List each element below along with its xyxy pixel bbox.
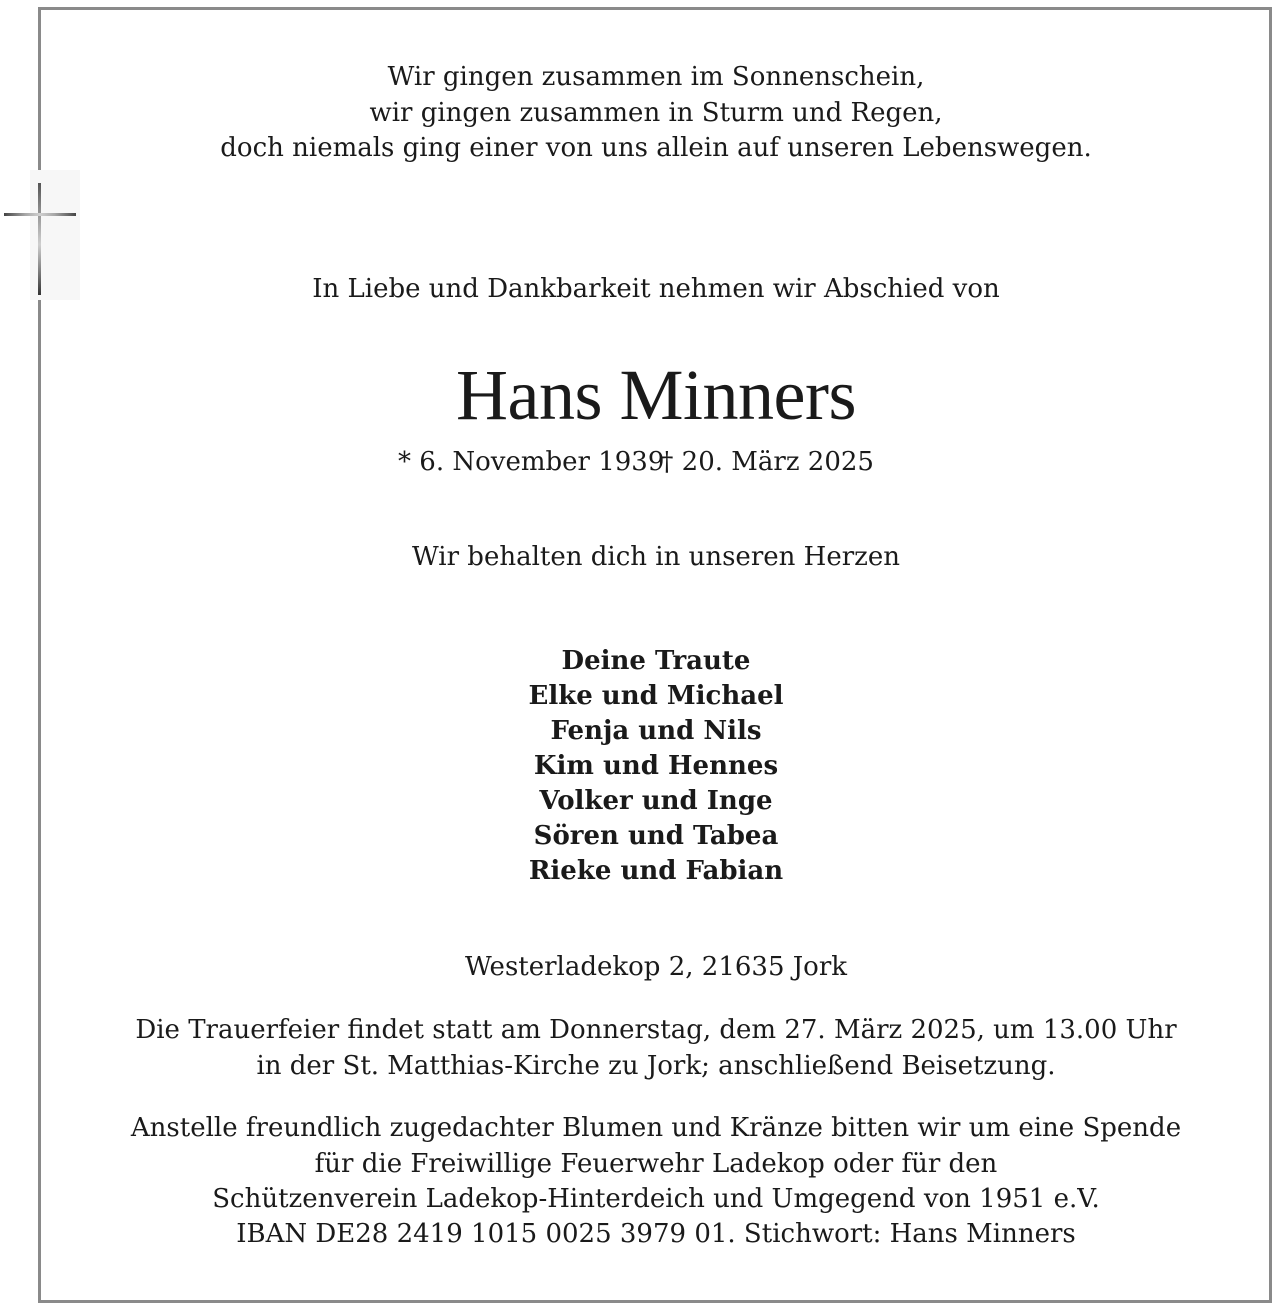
- mourner-name: Deine Traute: [561, 646, 751, 676]
- death-date: † 20. März 2025: [660, 447, 874, 477]
- mourner-name: Kim und Hennes: [533, 751, 779, 781]
- donation-line-1: Anstelle freundlich zugedachter Blumen und Kränze bitten wir um eine Spende: [130, 1113, 1182, 1143]
- poem-line-2: wir gingen zusammen in Sturm und Regen,: [369, 98, 943, 128]
- deceased-name: Hans Minners: [456, 355, 856, 435]
- poem-line-1: Wir gingen zusammen im Sonnenschein,: [387, 62, 925, 92]
- intro-text: In Liebe und Dankbarkeit nehmen wir Abschied von: [312, 274, 1000, 304]
- life-dates: [38, 445, 1280, 480]
- motto-text: Wir behalten dich in unseren Herzen: [412, 542, 900, 572]
- birth-date: * 6. November 1939: [398, 447, 665, 477]
- address-text: Westerladekop 2, 21635 Jork: [464, 952, 848, 982]
- ceremony-line-1: Die Trauerfeier findet statt am Donnerstag, dem 27. März 2025, um 13.00 Uhr: [135, 1015, 1177, 1045]
- ceremony-line-2: in der St. Matthias-Kirche zu Jork; anschließend Beisetzung.: [256, 1051, 1056, 1081]
- mourner-name: Elke und Michael: [528, 681, 784, 711]
- mourner-name: Sören und Tabea: [533, 821, 779, 851]
- mourner-name: Volker und Inge: [539, 786, 773, 816]
- poem-line-3: doch niemals ging einer von uns allein auf unseren Lebenswegen.: [220, 133, 1092, 163]
- donation-line-4: IBAN DE28 2419 1015 0025 3979 01. Stichwort: Hans Minners: [236, 1219, 1076, 1249]
- mourner-name: Rieke und Fabian: [528, 856, 784, 886]
- donation-line-3: Schützenverein Ladekop-Hinterdeich und Umgegend von 1951 e.V.: [212, 1184, 1100, 1214]
- donation-line-2: für die Freiwillige Feuerwehr Ladekop oder für den: [314, 1149, 998, 1179]
- mourner-name: Fenja und Nils: [550, 716, 762, 746]
